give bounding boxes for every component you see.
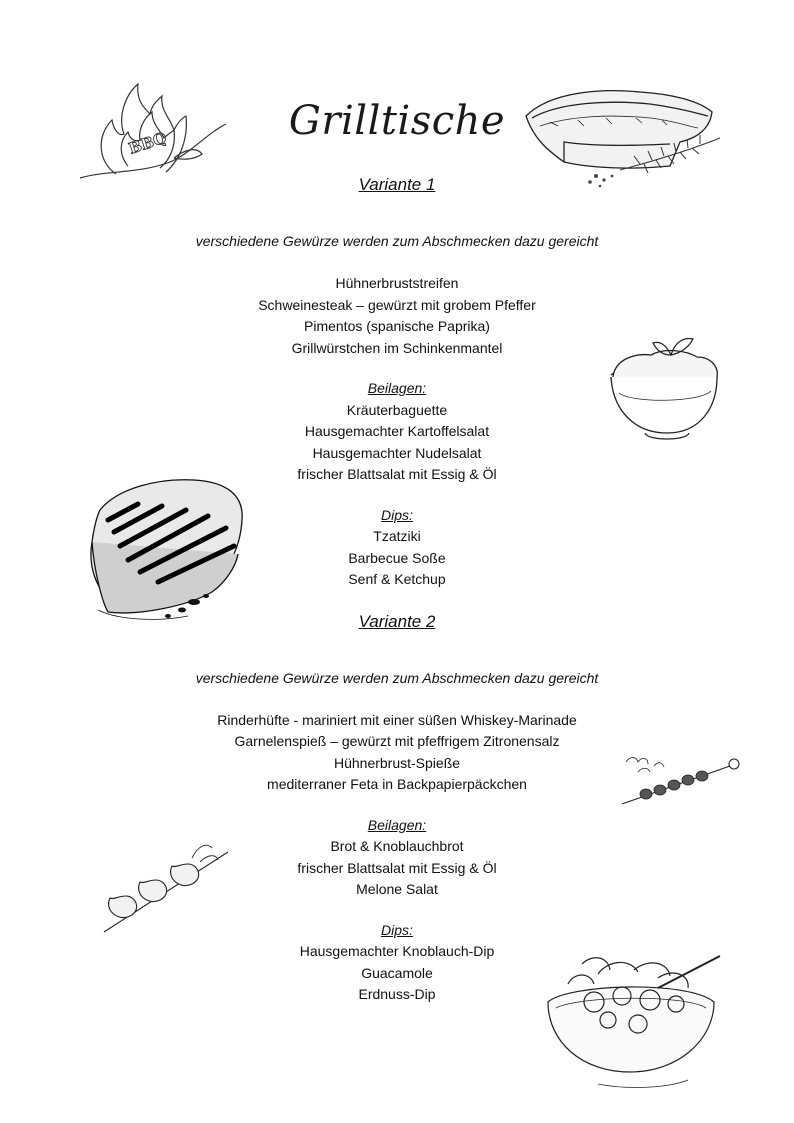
dips-list <box>0 941 794 1006</box>
dips-heading: Dips: <box>381 921 413 938</box>
list-item: Melone Salat <box>356 881 438 897</box>
list-item: Kräuterbaguette <box>346 401 448 418</box>
list-item: frischer Blattsalat mit Essig & Öl <box>297 859 497 876</box>
menu-content <box>0 172 794 1006</box>
sides-list <box>0 400 794 486</box>
sides-list <box>0 836 794 901</box>
variant-heading: Variante 1 <box>358 175 436 194</box>
dips-heading: Dips: <box>381 506 413 523</box>
list-item: Rinderhüfte - mariniert mit einer süßen Whiskey-Marinade <box>217 711 577 728</box>
list-item: Erdnuss-Dip <box>358 986 436 1002</box>
sides-heading: Beilagen: <box>367 380 427 396</box>
variant-heading: Variante 2 <box>358 611 436 631</box>
list-item: Garnelenspieß – gewürzt mit pfeffrigem Zitronensalz <box>234 733 560 749</box>
list-item: Tzatziki <box>373 528 421 544</box>
list-item: Hühnerbrust-Spieße <box>333 754 461 771</box>
logo-text: BBQ <box>126 128 169 158</box>
list-item: Hausgemachter Knoblauch-Dip <box>299 943 495 959</box>
sides-heading: Beilagen: <box>367 816 427 833</box>
page-title: Grilltische <box>288 98 506 144</box>
main-items-list <box>0 273 794 359</box>
list-item: mediterraner Feta in Backpapierpäckchen <box>267 776 527 792</box>
variant-note: verschiedene Gewürze werden zum Abschmecken dazu gereicht <box>195 669 599 686</box>
list-item: Grillwürstchen im Schinkenmantel <box>291 339 503 356</box>
list-item: Hühnerbruststreifen <box>335 275 459 291</box>
variant-section <box>0 172 794 591</box>
list-item: Brot & Knoblauchbrot <box>330 838 464 854</box>
list-item: Schweinesteak – gewürzt mit grobem Pfeffer <box>258 296 536 313</box>
list-item: frischer Blattsalat mit Essig & Öl <box>297 466 497 482</box>
list-item: Guacamole <box>361 964 433 981</box>
list-item: Pimentos (spanische Paprika) <box>304 318 490 334</box>
variant-note: verschiedene Gewürze werden zum Abschmecken dazu gereicht <box>195 233 599 249</box>
list-item: Barbecue Soße <box>348 549 446 566</box>
dips-list <box>0 526 794 591</box>
variant-section <box>0 609 794 1006</box>
list-item: Hausgemachter Nudelsalat <box>312 444 482 461</box>
main-items-list <box>0 710 794 796</box>
list-item: Hausgemachter Kartoffelsalat <box>304 423 490 439</box>
list-item: Senf & Ketchup <box>348 571 446 587</box>
